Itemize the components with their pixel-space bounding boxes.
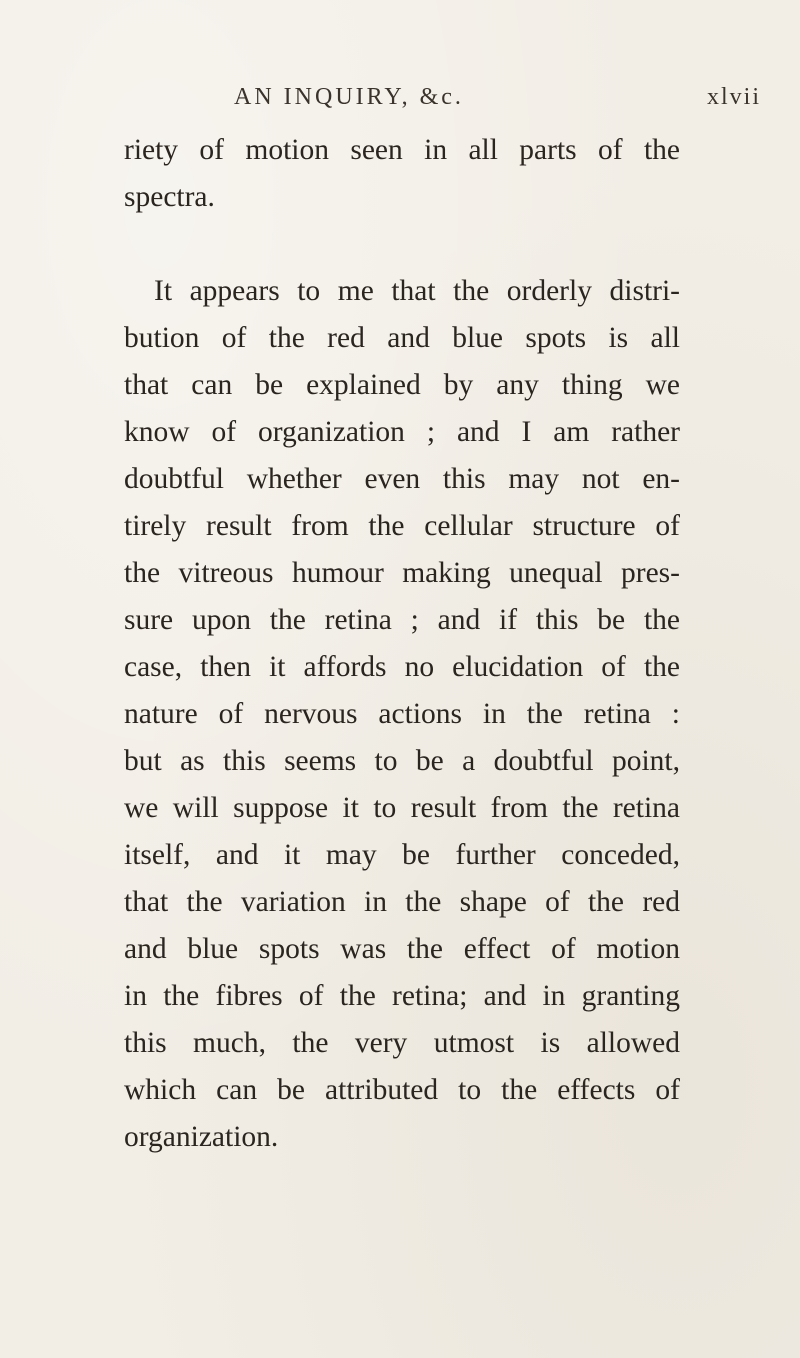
paragraph-gap — [124, 221, 680, 271]
text-line: and blue spots was the effect of motion — [124, 933, 680, 965]
text-line: the vitreous humour making unequal pres- — [124, 557, 680, 589]
text-line: know of organization ; and I am rather — [124, 416, 680, 448]
running-head: AN INQUIRY, &c. — [234, 84, 464, 110]
text-line: sure upon the retina ; and if this be the — [124, 604, 680, 636]
paragraph-1 — [124, 127, 680, 221]
text-line: nature of nervous actions in the retina : — [124, 698, 680, 730]
text-line: that can be explained by any thing we — [124, 369, 680, 401]
text-line: which can be attributed to the effects of — [124, 1074, 680, 1106]
text-line: in the fibres of the retina; and in granting — [124, 980, 680, 1012]
text-line: case, then it affords no elucidation of the — [124, 651, 680, 683]
text-line: spectra. — [124, 181, 215, 213]
text-line: but as this seems to be a doubtful point, — [124, 745, 680, 777]
body-text — [124, 127, 680, 1161]
text-line: itself, and it may be further conceded, — [124, 839, 680, 871]
text-line: that the variation in the shape of the red — [124, 886, 680, 918]
text-line: tirely result from the cellular structure of — [124, 510, 680, 542]
text-line: It appears to me that the orderly distri- — [154, 275, 680, 307]
text-line: bution of the red and blue spots is all — [124, 322, 680, 354]
page-header — [0, 84, 800, 114]
text-line: doubtful whether even this may not en- — [124, 463, 680, 495]
text-line: organization. — [124, 1121, 279, 1153]
page-number: xlvii — [707, 84, 762, 110]
text-line: this much, the very utmost is allowed — [124, 1027, 680, 1059]
text-line: riety of motion seen in all parts of the — [124, 134, 680, 166]
text-line: we will suppose it to result from the retina — [124, 792, 680, 824]
paragraph-2 — [124, 268, 680, 1161]
